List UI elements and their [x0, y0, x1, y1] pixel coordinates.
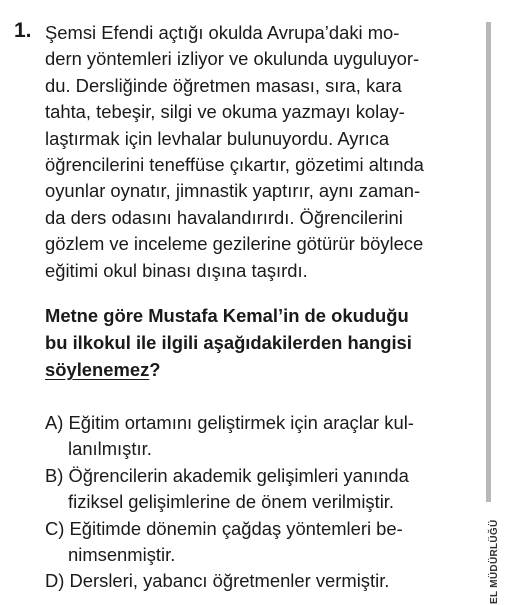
question-number: 1.: [14, 19, 32, 42]
passage-line: dern yöntemleri izliyor ve okulunda uyguluyor-: [45, 48, 420, 70]
passage-line: du. Dersliğinde öğretmen masası, sıra, kara: [45, 74, 402, 96]
answer-options: [45, 410, 475, 595]
option-line: nimsenmiştir.: [68, 544, 176, 566]
prompt-line: [45, 356, 475, 383]
prompt-line: Metne göre Mustafa Kemal’in de okuduğu: [45, 305, 409, 326]
option-line: D) Dersleri, yabancı öğretmenler vermiştir.: [45, 570, 390, 592]
question-prompt: [45, 302, 475, 383]
option-b[interactable]: [45, 463, 475, 516]
passage-line: tahta, tebeşir, silgi ve okuma yazmayı kolay-: [45, 101, 405, 123]
passage-line: laştırmak için levhalar bulunuyordu. Ayrıca: [45, 127, 390, 149]
option-a[interactable]: [45, 410, 475, 463]
passage-line: öğrencilerini teneffüse çıkartır, gözetimi altında: [45, 154, 424, 176]
side-bar: [486, 22, 491, 502]
option-line: C) Eğitimde dönemin çağdaş yöntemleri be-: [45, 517, 403, 539]
passage-line: oyunlar oynatır, jimnastik yaptırır, aynı zaman-: [45, 180, 421, 202]
option-line: fiziksel gelişimlerine de önem verilmiştir.: [68, 491, 395, 513]
option-d[interactable]: [45, 568, 475, 594]
prompt-line: bu ilkokul ile ilgili aşağıdakilerden hangisi: [45, 332, 412, 353]
option-c[interactable]: [45, 516, 475, 569]
option-line: lanılmıştır.: [68, 438, 152, 460]
side-label: EL MÜDÜRLÜĞÜ: [489, 519, 500, 604]
option-line: B) Öğrencilerin akademik gelişimleri yanında: [45, 464, 409, 486]
option-line: A) Eğitim ortamını geliştirmek için araçlar kul-: [45, 412, 414, 433]
passage-line: da ders odasını havalandırırdı. Öğrencilerini: [45, 206, 403, 228]
passage: [45, 20, 475, 284]
passage-line: Şemsi Efendi açtığı okulda Avrupa’daki mo-: [45, 22, 400, 43]
prompt-end: ?: [149, 359, 161, 380]
passage-line: eğitimi okul binası dışına taşırdı.: [45, 259, 308, 281]
passage-line: gözlem ve inceleme gezilerine götürür böylece: [45, 233, 424, 255]
prompt-emphasis: söylenemez: [45, 359, 150, 380]
